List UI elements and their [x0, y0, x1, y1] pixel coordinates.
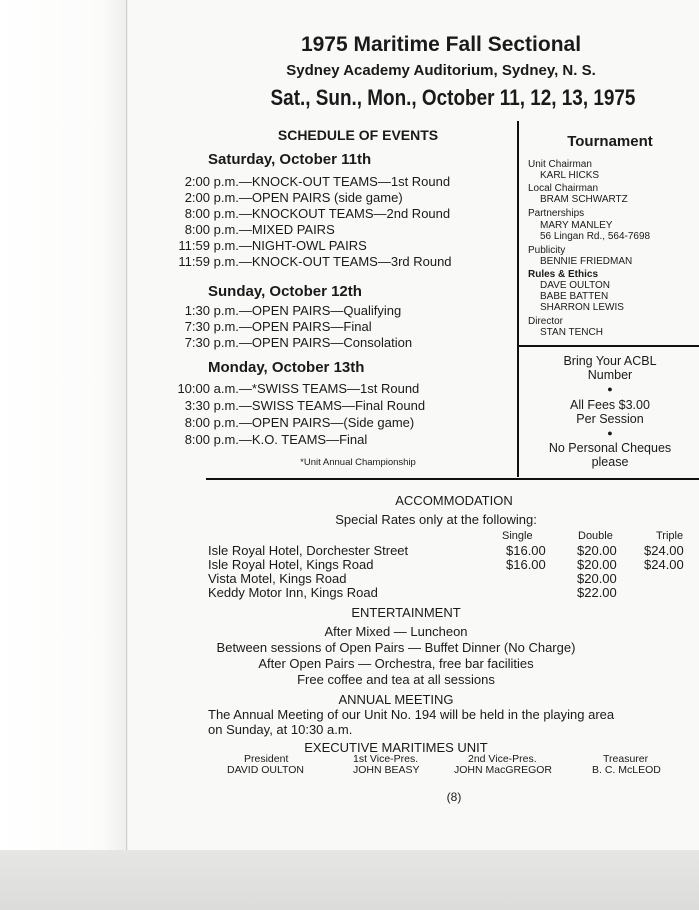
event-row	[136, 398, 425, 413]
officer-name: B. C. McLEOD	[592, 764, 661, 776]
price-single: $16.00	[506, 557, 546, 572]
accommodation-title: ACCOMMODATION	[395, 493, 513, 508]
entertainment-line: Between sessions of Open Pairs — Buffet Dinner (No Charge)	[216, 640, 576, 655]
staff-name: SHARRON LEWIS	[540, 302, 624, 313]
hotel-name: Isle Royal Hotel, Kings Road	[208, 557, 374, 572]
cheques-note-2: please	[591, 455, 629, 469]
scan-bottom-shadow	[0, 850, 699, 910]
event-row	[136, 381, 419, 396]
event-time: 8:00	[184, 432, 210, 447]
schedule-footnote: *Unit Annual Championship	[300, 457, 416, 468]
entertainment-title: ENTERTAINMENT	[351, 605, 461, 620]
price-triple: $24.00	[644, 557, 684, 572]
event-desc: p.m.—K.O. TEAMS—Final	[213, 432, 368, 447]
col-double: Double	[578, 530, 613, 542]
executive-title: EXECUTIVE MARITIMES UNIT	[304, 740, 488, 755]
event-row	[136, 190, 403, 205]
event-time: 7:30	[184, 319, 210, 334]
cheques-note: No Personal Cheques	[548, 441, 672, 455]
officer-role: 2nd Vice-Pres.	[468, 753, 537, 765]
page-gutter	[0, 0, 128, 910]
event-desc: p.m.—NIGHT-OWL PAIRS	[213, 238, 367, 253]
price-double: $20.00	[577, 571, 617, 586]
event-time: 11:59	[178, 254, 210, 269]
annual-meeting-title: ANNUAL MEETING	[338, 692, 454, 707]
event-desc: p.m.—OPEN PAIRS (side game)	[213, 190, 403, 205]
acbl-note-2: Number	[587, 368, 633, 382]
staff-name: STAN TENCH	[540, 327, 603, 338]
sidebar-divider	[519, 345, 699, 347]
event-desc: p.m.—MIXED PAIRS	[213, 222, 335, 237]
event-time: 2:00	[184, 174, 210, 189]
event-row	[136, 254, 452, 269]
price-double: $20.00	[577, 543, 617, 558]
staff-name: BABE BATTEN	[540, 291, 609, 302]
annual-meeting-text: The Annual Meeting of our Unit No. 194 will be held in the playing area	[208, 707, 615, 722]
event-row	[136, 222, 335, 237]
price-triple: $24.00	[644, 543, 684, 558]
event-time: 8:00	[184, 206, 210, 221]
event-row	[136, 238, 367, 253]
day-heading-sunday: Sunday, October 12th	[208, 283, 362, 300]
event-time: 11:59	[178, 238, 210, 253]
day-heading-saturday: Saturday, October 11th	[208, 151, 372, 168]
event-row	[136, 335, 412, 350]
officer-role: Treasurer	[603, 753, 649, 765]
staff-role: Unit Chairman	[528, 159, 592, 170]
event-desc: p.m.—OPEN PAIRS—Final	[213, 319, 372, 334]
event-desc: p.m.—KNOCK-OUT TEAMS—3rd Round	[213, 254, 452, 269]
event-desc: p.m.—OPEN PAIRS—Qualifying	[213, 303, 402, 318]
officer-role: President	[244, 753, 289, 765]
annual-meeting-text-2: on Sunday, at 10:30 a.m.	[208, 722, 353, 737]
col-triple: Triple	[656, 530, 684, 542]
price-single: $16.00	[506, 543, 546, 558]
section-divider	[206, 478, 699, 480]
event-row	[136, 319, 372, 334]
event-row	[136, 415, 414, 430]
price-double: $20.00	[577, 557, 617, 572]
accommodation-intro: Special Rates only at the following:	[335, 512, 537, 527]
event-time: 10:00	[177, 381, 210, 396]
event-dates: Sat., Sun., Mon., October 11, 12, 13, 1975	[270, 85, 636, 110]
staff-role: Publicity	[528, 245, 566, 256]
staff-role: Local Chairman	[528, 183, 599, 194]
event-time: 8:00	[184, 415, 210, 430]
page-title: 1975 Maritime Fall Sectional	[300, 33, 582, 56]
hotel-name: Keddy Motor Inn, Kings Road	[208, 585, 378, 600]
event-desc: p.m.—KNOCK-OUT TEAMS—1st Round	[213, 174, 451, 189]
staff-name: MARY MANLEY	[540, 220, 613, 231]
event-time: 7:30	[184, 335, 210, 350]
event-desc: p.m.—OPEN PAIRS—Consolation	[213, 335, 413, 350]
event-time: 1:30	[184, 303, 210, 318]
fees-note: All Fees $3.00	[570, 398, 650, 412]
staff-name: KARL HICKS	[540, 170, 600, 181]
event-time: 2:00	[184, 190, 210, 205]
staff-role: Director	[528, 316, 564, 327]
staff-name: DAVE OULTON	[540, 280, 611, 291]
col-single: Single	[502, 530, 533, 542]
event-row	[136, 206, 450, 221]
officer-name: DAVID OULTON	[227, 764, 305, 776]
staff-address: 56 Lingan Rd., 564-7698	[540, 231, 651, 242]
staff-name: BENNIE FRIEDMAN	[540, 256, 633, 267]
officer-role: 1st Vice-Pres.	[353, 753, 419, 765]
staff-role: Rules & Ethics	[528, 269, 599, 280]
event-desc: p.m.—SWISS TEAMS—Final Round	[213, 398, 426, 413]
page-number: (8)	[446, 790, 462, 804]
officer-name: JOHN BEASY	[353, 764, 420, 776]
entertainment-line: Free coffee and tea at all sessions	[297, 672, 495, 687]
event-time: 8:00	[184, 222, 210, 237]
venue-subtitle: Sydney Academy Auditorium, Sydney, N. S.	[286, 62, 596, 79]
event-desc: p.m.—KNOCKOUT TEAMS—2nd Round	[213, 206, 451, 221]
schedule-title: SCHEDULE OF EVENTS	[277, 127, 439, 143]
entertainment-line: After Mixed — Luncheon	[324, 624, 468, 639]
acbl-note: Bring Your ACBL	[563, 354, 657, 368]
bullet-icon: ●	[607, 428, 613, 438]
entertainment-line: After Open Pairs — Orchestra, free bar facilities	[258, 656, 534, 671]
tournament-title: Tournament	[567, 133, 653, 150]
event-row	[136, 432, 367, 447]
bullet-icon: ●	[607, 384, 613, 394]
event-desc: p.m.—OPEN PAIRS—(Side game)	[213, 415, 415, 430]
hotel-name: Isle Royal Hotel, Dorchester Street	[208, 543, 409, 558]
event-time: 3:30	[184, 398, 210, 413]
event-row	[136, 303, 401, 318]
event-desc: a.m.—*SWISS TEAMS—1st Round	[213, 381, 420, 396]
hotel-name: Vista Motel, Kings Road	[208, 571, 347, 586]
staff-role: Partnerships	[528, 208, 585, 219]
gutter-edge	[126, 0, 127, 850]
staff-name: BRAM SCHWARTZ	[540, 194, 628, 205]
price-double: $22.00	[577, 585, 617, 600]
fees-note-2: Per Session	[576, 412, 644, 426]
day-heading-monday: Monday, October 13th	[208, 359, 365, 376]
officer-name: JOHN MacGREGOR	[454, 764, 553, 776]
event-row	[136, 174, 450, 189]
document-page	[128, 0, 699, 850]
